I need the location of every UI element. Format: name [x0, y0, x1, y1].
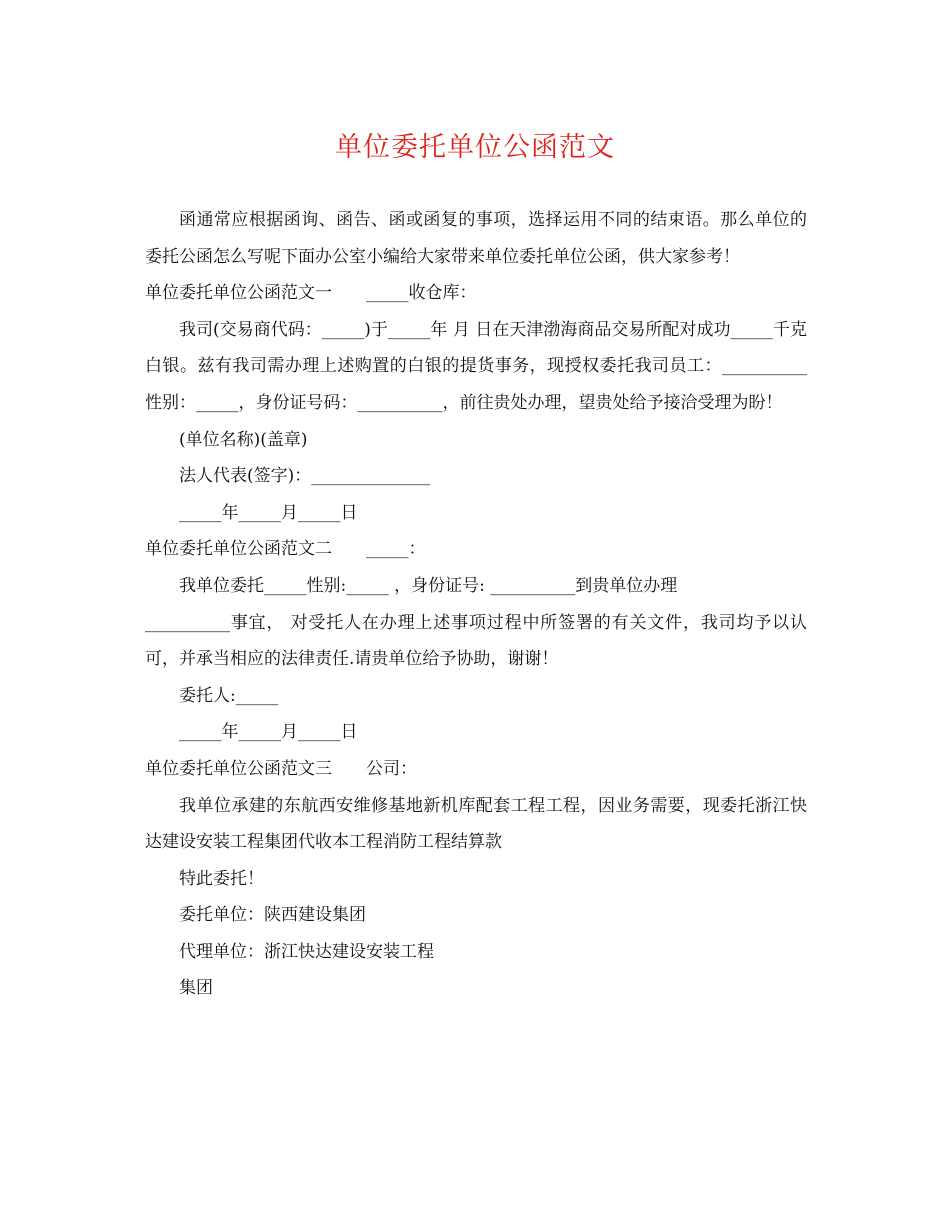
paragraph-letter-2-line-2: __________事宜， 对受托人在办理上述事项过程中所签署的有关文件，我司均予以认可，并承当相应的法律责任.请贵单位给予协助，谢谢！	[145, 612, 807, 670]
special-entrust-line: 特此委托！	[179, 868, 264, 889]
company-seal-line: (单位名称)(盖章)	[179, 429, 308, 450]
legal-rep-signature-line: 法人代表(签字)：______________	[179, 466, 431, 487]
paragraph-intro: 函通常应根据函询、函告、函或函复的事项，选择运用不同的结束语。那么单位的委托公函怎么写呢下面办公室小编给大家带来单位委托单位公函，供大家参考！	[145, 210, 807, 267]
date-line-1: _____年_____月_____日	[179, 502, 358, 523]
document-body	[145, 202, 807, 1007]
section-heading-3: 单位委托单位公函范文三 公司：	[145, 758, 417, 779]
paragraph-letter-2-line-1: 我单位委托_____性别:_____ ，身份证号: __________到贵单位办理	[179, 575, 678, 596]
document-title: 单位委托单位公函范文	[335, 132, 615, 163]
principal-line: 委托人:_____	[179, 685, 279, 706]
section-heading-2: 单位委托单位公函范文二 _____：	[145, 539, 426, 560]
date-line-2: _____年_____月_____日	[179, 722, 358, 743]
paragraph-letter-3: 我单位承建的东航西安维修基地新机库配套工程工程，因业务需要，现委托浙江快达建设安装工程集团代收本工程消防工程结算款	[145, 795, 807, 853]
agent-unit-continued: 集团	[179, 978, 213, 999]
paragraph-letter-1: 我司(交易商代码：_____)于_____年 月 日在天津渤海商品交易所配对成功_____千克白银。兹有我司需办理上述购置的白银的提货事务，现授权委托我司员工：__________性别：_____，身份证号码：__________，前往贵处办理，望贵处给予接洽受理为盼！	[145, 319, 807, 413]
section-heading-1: 单位委托单位公函范文一 _____收仓库：	[145, 283, 477, 304]
agent-unit-line: 代理单位：浙江快达建设安装工程	[179, 941, 434, 962]
entrusting-unit-line: 委托单位：陕西建设集团	[179, 905, 366, 926]
